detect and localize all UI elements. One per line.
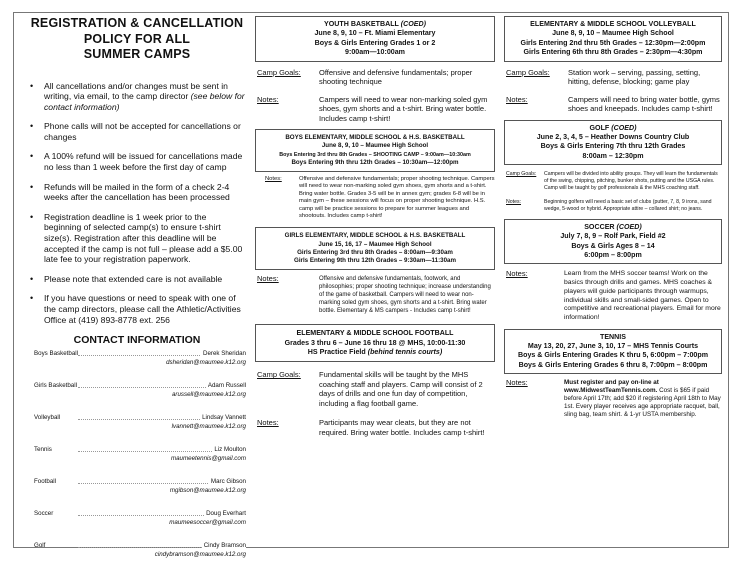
camp-line [259,348,491,357]
camp-line: Boys Entering 3rd thru 8th Grades – SHOOTING CAMP – 9:00am—10:30am [279,151,471,158]
contact-sport: Girls Basketball [34,382,77,390]
camp-title: TENNIS [599,332,626,341]
contact-email[interactable]: maumeetennis@gmail.com [170,455,246,463]
notes-label: Notes: [506,94,528,104]
camp-title-note: (COED) [400,20,426,28]
camp-line: 8:00am – 12:30pm [582,151,644,160]
title-line: REGISTRATION & CANCELLATION [30,16,244,30]
camp-title [509,223,717,232]
notes-text: Campers will need to wear non-marking soled gym shoes, gym shorts and a t-shirt. Bring water bottle. Includes camp t-shirt! [319,94,488,123]
contact-row [28,414,246,446]
goals-text: Fundamental skills will be taught by the MHS coaching staff and players. Camp will consist of 2 days of drills and one fun day of competition, including a flag football game. [319,370,483,408]
contact-email[interactable]: lvannett@maumee.k12.org [171,423,246,431]
notes-text: Participants may wear cleats, but they are not required. Bring water bottle. Includes camp t-shirt! [319,418,485,437]
camp-line: Boys & Girls Entering Grades 1 or 2 [314,38,436,47]
camp-line: Girls Entering 6th thru 8th Grades – 2:30pm—4:30pm [523,48,703,57]
bullet-icon: • [30,151,34,162]
notes-label: Notes: [506,269,528,279]
camp-location: HS Practice Field [307,348,366,356]
contact-person: Liz Moulton [214,446,246,454]
girls-basketball-box [255,227,495,270]
camp-line: Girls Entering 9th thru 12th Grades – 9:30am—11:30am [294,256,456,264]
goals-text: Offensive and defensive fundamentals; proper shooting technique [319,67,473,87]
camp-line: Boys & Girls Entering Grades K thru 5, 6:00pm – 7:00pm [517,351,708,360]
bullet-icon: • [30,80,34,91]
camp-title-note: (COED) [616,222,642,231]
volleyball-box [504,16,722,62]
goals-text: Station work – serving, passing, setting, hitting, defense, blocking; game play [568,67,701,87]
notes-label: Notes: [257,274,279,284]
policy-column [28,16,246,566]
policy-text: Refunds will be mailed in the form of a check 2-4 weeks after the cancellation has been processed [44,181,230,203]
notes-text: Offensive and defensive fundamentals, footwork, and philosophies; proper shooting technique; increase understanding of the game of basketball. Campers will need to wear non-marking soled gym shoes, gym shorts and a t-shirt. Bring water bottle. Elementary & MS campers - Includes camp t-shirt! [319,276,491,315]
tennis-register-link[interactable]: Must register and pay on-line at www.MidwestTeamTennis.com. [564,379,659,395]
camp-location-note: (behind tennis courts) [367,348,443,356]
camp-line: 6:00pm – 8:00pm [584,251,642,259]
contact-email[interactable]: dsheridan@maumee.k12.org [166,359,246,367]
contact-person: Doug Everhart [206,510,246,518]
notes-label: Notes: [506,378,528,388]
volleyball-notes [504,95,722,114]
golf-notes [504,199,722,213]
notes-label: Notes: [265,175,282,182]
policy-text: A 100% refund will be issued for cancellations made no less than 1 week before the first day of camp [44,151,243,173]
contact-row [28,478,246,510]
policy-note: (see below for contact information) [44,91,245,112]
goals-label: Camp Goals: [506,171,537,178]
goals-text: Campers will be divided into ability groups. They will learn the fundamentals of the swing, chipping, pitching, bunker shots, putting and the USGA rules. Camp will be taught by golf professionals & the MHS coaching staff. [544,171,718,192]
contact-email[interactable]: arussell@maumee.k12.org [171,391,246,399]
football-box [255,324,495,362]
camp-title: GIRLS ELEMENTARY, MIDDLE SCHOOL & H.S. BASKETBALL [284,232,466,240]
goals-label: Camp Goals: [506,67,550,77]
policy-list [28,81,246,326]
title-line: SUMMER CAMPS [83,47,191,61]
volleyball-goals [504,68,722,87]
camp-title [509,124,717,133]
camp-title-text: YOUTH BASKETBALL [324,20,399,28]
notes-text: Learn from the MHS soccer teams! Work on the basics through drills and games. MHS coaches & players will guide participants through warmups, individual skills and small-sided games. Open to competitive and recreational players. Email for more information! [564,270,721,321]
contact-row [28,446,246,478]
bullet-icon: • [30,211,34,222]
notes-text: Campers will need to bring water bottle, gyms shoes and kneepads. Includes camp t-shirt! [568,94,720,114]
contact-sport: Golf [34,542,46,550]
contact-sport: Football [34,478,57,486]
camp-line: June 15, 16, 17 – Maumee High School [318,240,432,248]
bullet-icon: • [30,181,34,192]
tennis-notes [504,379,722,419]
camp-line: 9:00am—10:00am [345,48,405,57]
policy-item [28,293,246,325]
policy-title [28,16,246,63]
contact-sport: Soccer [34,510,54,518]
contact-sport: Boys Basketball [34,350,79,358]
youth-basketball-notes [255,95,495,124]
goals-label: Camp Goals: [257,370,301,380]
youth-basketball-goals [255,68,495,87]
contact-row [28,542,246,566]
contact-title: CONTACT INFORMATION [73,334,201,347]
middle-column [255,16,495,437]
camp-title-text: GOLF [589,123,610,132]
camp-line: Boys & Girls Entering Grades 6 thru 8, 7:00pm – 8:00pm [518,360,708,369]
contact-sport: Volleyball [34,414,61,422]
camp-title-text: SOCCER [584,222,615,231]
contact-list [28,350,246,566]
policy-text: All cancellations and/or changes must be sent in writing, via email, to the camp director [44,80,228,102]
golf-goals [504,171,722,192]
youth-basketball-box [255,16,495,62]
camp-line: July 7, 8, 9 – Rolf Park, Field #2 [560,232,666,241]
right-column [504,16,722,419]
soccer-box [504,219,722,265]
camp-line: June 8, 9, 10 – Maumee High School [321,142,429,150]
tennis-box [504,329,722,375]
policy-item [28,121,246,142]
camp-line: June 8, 9, 10 – Ft. Miami Elementary [314,29,436,38]
camp-title-note: (COED) [611,123,637,132]
camp-line: Girls Entering 2nd thru 5th Grades – 12:30pm—2:00pm [520,38,706,47]
bullet-icon: • [30,273,34,284]
notes-text: Offensive and defensive fundamentals; proper shooting technique. Campers will need to wear non-marking soled gym shoes, gym shorts and a t-shirt. Bring water bottle. Grades 3-5 will be in annex gym; grades 6-8 will be in main gym – these sessions will focus on proper shooting technique. H.S. camp will be practice sessions to prepare for summer leagues and shootouts. Includes camp t-shirt! [299,175,495,219]
bullet-icon: • [30,293,34,304]
contact-email[interactable]: cindybramson@maumee.k12.org [154,551,246,559]
contact-person: Marc Gibson [210,478,246,486]
contact-person: Adam Russell [207,382,246,390]
camp-title: ELEMENTARY & MIDDLE SCHOOL VOLLEYBALL [530,20,696,28]
notes-label: Notes: [257,418,279,428]
policy-text: Phone calls will not be accepted for cancellations or changes [44,121,241,142]
camp-title: BOYS ELEMENTARY, MIDDLE SCHOOL & H.S. BASKETBALL [285,134,465,142]
camp-line: Boys & Girls Entering 7th thru 12th Grades [540,142,686,151]
camp-title: ELEMENTARY & MIDDLE SCHOOL FOOTBALL [296,329,454,338]
camp-line: May 13, 20, 27, June 3, 10, 17 – MHS Tennis Courts [527,342,699,351]
golf-box [504,120,722,166]
policy-text: Registration deadline is 1 week prior to the beginning of selected camp(s) to ensure t-shirt size(s). Registration after this deadline will be accepted if the camp is not full – please add a $5.00 late fee to your registration paperwork. [44,211,243,265]
boys-basketball-notes [255,176,495,220]
policy-text: Please note that extended care is not available [44,273,223,284]
camp-line: Boys & Girls Ages 8 – 14 [571,241,655,250]
girls-basketball-notes [255,275,495,315]
contact-email[interactable]: mgibson@maumee.k12.org [169,487,246,495]
contact-sport: Tennis [34,446,52,454]
soccer-notes [504,270,722,322]
notes-label: Notes: [506,198,521,205]
policy-item [28,212,246,265]
tennis-cost-text: Cost is $65 if paid before April 17th; add $20 if registering April 18th to May 1st. Every player receives age appropriate racquet, ball, sling bag, team shirt. & 1-yr USTA membership. [564,387,721,419]
camp-line: Boys Entering 9th thru 12th Grades – 10:30am—12:00pm [291,158,459,166]
notes-text [564,379,722,419]
policy-item [28,182,246,203]
camp-line: Grades 3 thru 6 – June 16 thru 18 @ MHS, 10:00-11:30 [284,338,466,347]
camp-title [260,20,490,29]
contact-person: Cindy Bramson [203,542,246,550]
policy-item [28,274,246,285]
policy-text: If you have questions or need to speak with one of the camp directors, please call the Athletic/Activities Office at (419) 893-8778 ext. 256 [44,293,241,325]
policy-item [28,151,246,172]
camp-line: June 2, 3, 4, 5 – Heather Downs Country Club [536,133,690,142]
contact-row [28,510,246,542]
policy-item [28,81,246,113]
boys-basketball-box [255,129,495,172]
bullet-icon: • [30,121,34,132]
camp-line: June 8, 9, 10 – Maumee High School [552,29,674,38]
football-goals [255,370,495,408]
notes-label: Notes: [257,94,279,104]
goals-label: Camp Goals: [257,67,301,77]
contact-email[interactable]: maumeesoccer@gmail.com [169,519,246,527]
contact-row [28,382,246,414]
football-notes [255,418,495,437]
contact-person: Derek Sheridan [203,350,246,358]
camp-line: Girls Entering 3rd thru 8th Grades – 8:00am—9:30am [297,248,453,256]
title-line: POLICY FOR ALL [83,31,191,46]
notes-text: Beginning golfers will need a basic set of clubs (putter, 7, 8, 9 irons, sand wedge, 5-wood or hybrid. Appropriate attire – collared shirt; no jeans. [544,198,712,212]
contact-person: Lindsay Vannett [202,414,246,422]
contact-row [28,350,246,382]
